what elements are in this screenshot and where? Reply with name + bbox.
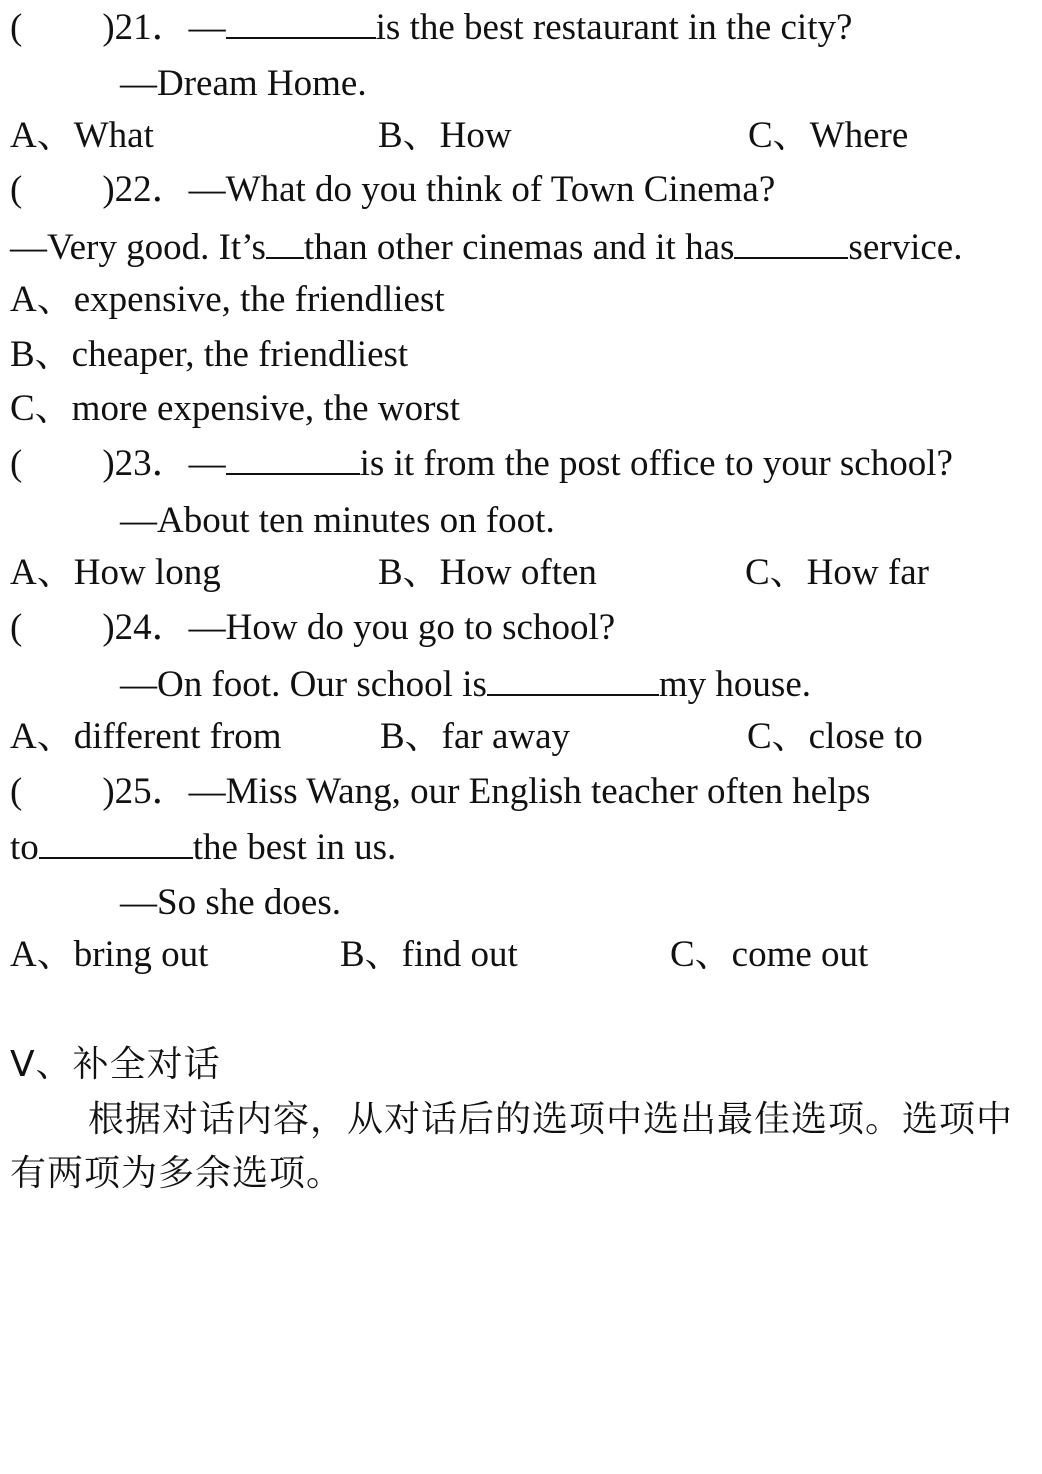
dash: — [188,7,226,48]
fill-blank[interactable] [39,827,193,859]
answer-line: —About ten minutes on foot. [120,500,555,541]
question-text: the best in us. [192,827,397,868]
reply-text: —On foot. Our school is [120,664,487,705]
option-b[interactable]: B、find out [340,934,518,975]
reply-text: than other cinemas and it has [303,227,735,268]
number-dot: ． [151,169,189,210]
answer-paren-open: ( [10,7,23,48]
dash: — [188,443,226,484]
option-c[interactable]: C、How far [745,552,929,593]
question-number: )24 [102,607,152,648]
number-dot: ． [151,7,189,48]
options-row [10,114,1030,158]
section-heading: V、补全对话 [10,1044,221,1085]
fill-blank[interactable] [226,443,360,475]
number-dot: ． [151,443,189,484]
question-number: )22 [102,169,152,210]
number-dot: ． [151,771,189,812]
section-instruction: 根据对话内容，从对话后的选项中选出最佳选项。选项中 [88,1099,1014,1140]
reply-text: —Very good. It’s [10,227,266,268]
fill-blank[interactable] [734,227,848,259]
options-row [10,933,1030,977]
options-row [10,551,1030,595]
reply-line [120,663,811,707]
question-text: to [10,827,39,868]
option-a[interactable]: A、different from [10,716,282,757]
question-text: is the best restaurant in the city? [375,7,853,48]
question-text: is it from the post office to your school? [359,443,953,484]
fill-blank[interactable] [226,7,376,39]
reply-text: my house. [658,664,812,705]
answer-paren-open: ( [10,771,23,812]
option-c[interactable]: C、close to [747,716,923,757]
option-c[interactable]: C、come out [670,934,869,975]
options-row [10,715,1030,759]
question-text: —Miss Wang, our English teacher often helps [188,771,871,812]
option-c[interactable]: C、Where [748,115,909,156]
option-c[interactable]: C、more expensive, the worst [10,388,461,429]
question-21 [10,6,852,50]
answer-line: —Dream Home. [120,63,367,104]
reply-line [10,226,962,270]
question-number: )25 [102,771,152,812]
reply-text: service. [848,227,963,268]
question-23 [10,442,953,486]
question-text: —How do you go to school? [188,607,616,648]
question-22 [10,168,775,212]
question-24 [10,606,615,650]
option-b[interactable]: B、How often [378,552,597,593]
option-b[interactable]: B、far away [380,716,571,757]
question-continuation [10,826,396,870]
question-number: )23 [102,443,152,484]
question-25 [10,770,870,814]
section-instruction-cont: 有两项为多余选项。 [10,1153,344,1194]
option-b[interactable]: B、cheaper, the friendliest [10,334,409,375]
question-text: —What do you think of Town Cinema? [188,169,776,210]
fill-blank[interactable] [266,227,304,259]
answer-paren-open: ( [10,169,23,210]
option-a[interactable]: A、What [10,115,154,156]
number-dot: ． [151,607,189,648]
option-a[interactable]: A、How long [10,552,221,593]
answer-line: —So she does. [120,882,341,923]
option-a[interactable]: A、bring out [10,934,209,975]
answer-paren-open: ( [10,607,23,648]
option-b[interactable]: B、How [378,115,512,156]
option-a[interactable]: A、expensive, the friendliest [10,279,445,320]
question-number: )21 [102,7,152,48]
fill-blank[interactable] [487,664,659,696]
answer-paren-open: ( [10,443,23,484]
